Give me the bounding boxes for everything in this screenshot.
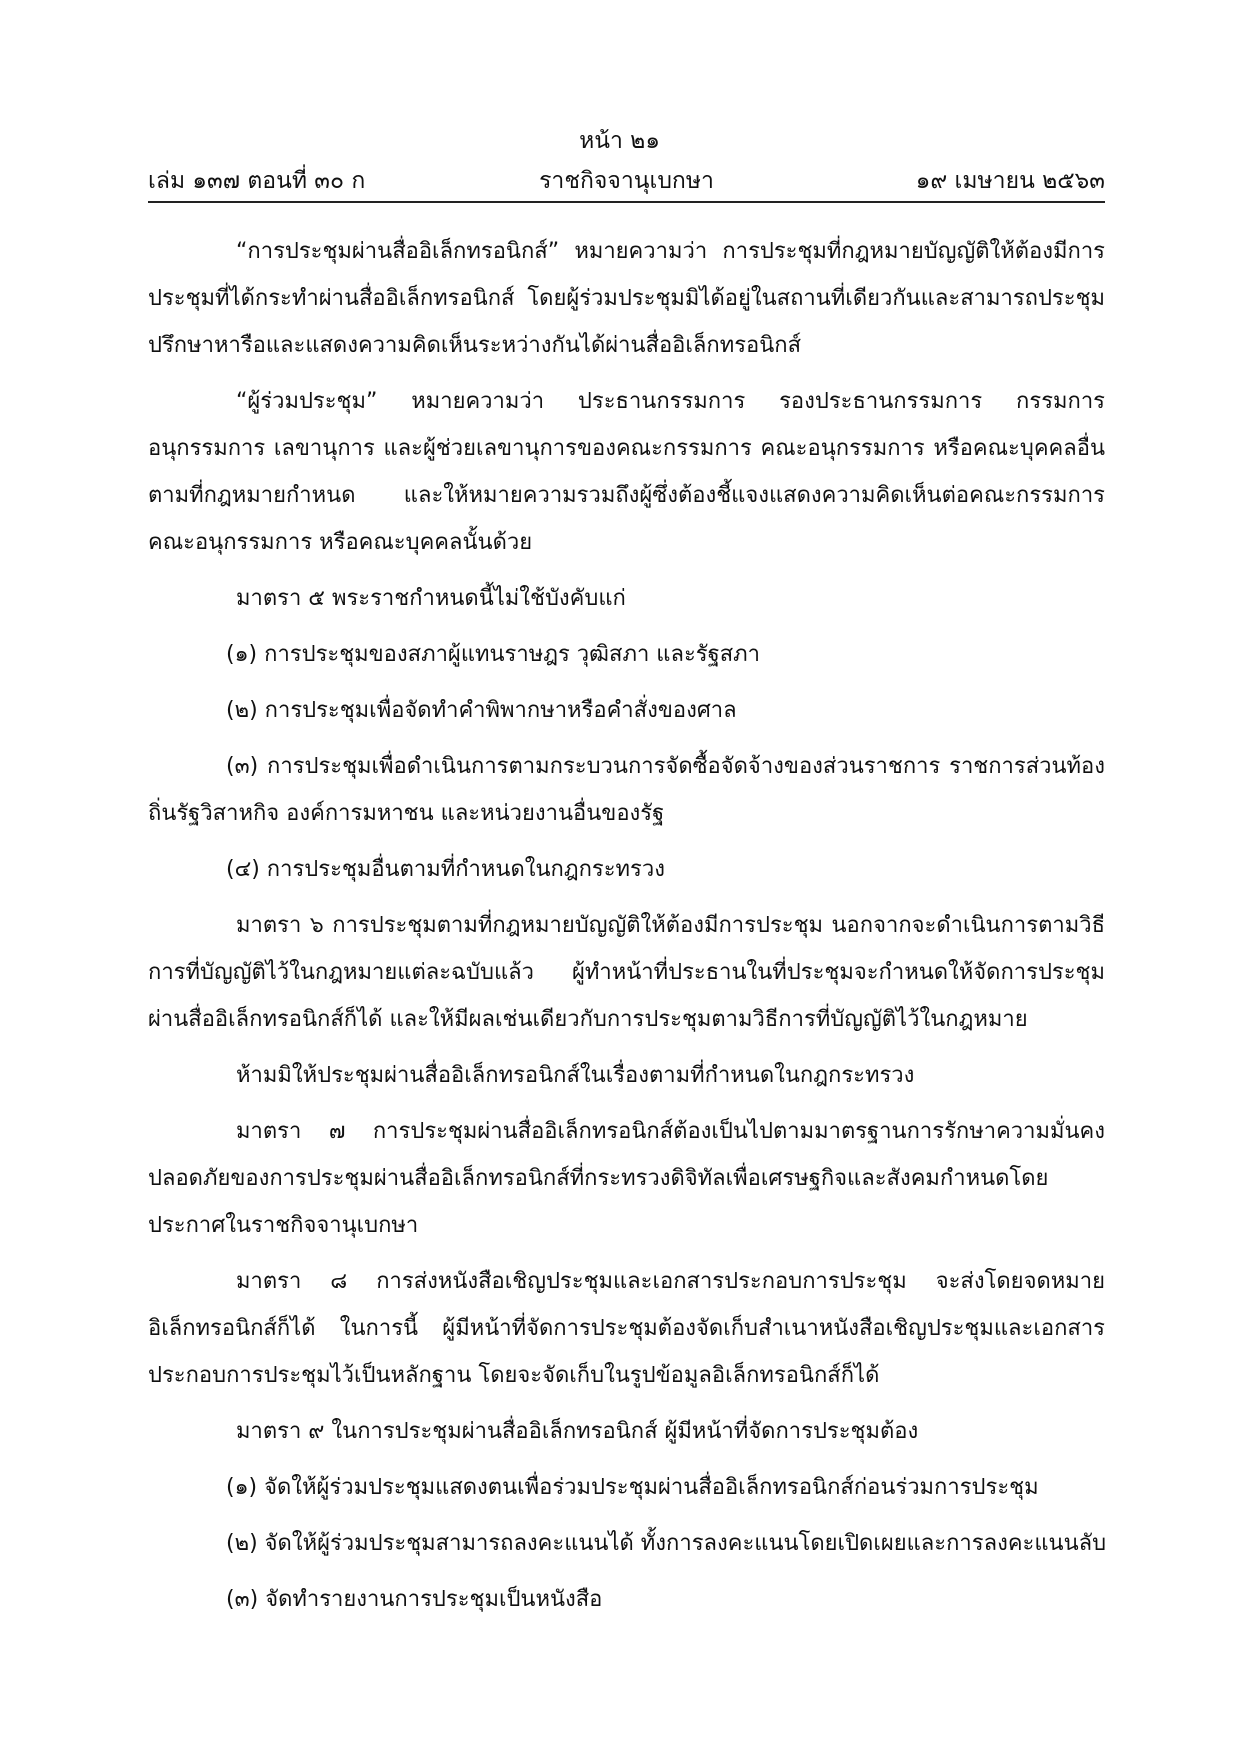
definition-meeting-participant: “ผู้ร่วมประชุม” หมายความว่า ประธานกรรมการ รองประธานกรรมการ กรรมการอนุกรรมการ เลขานุการ และผู้ช่วยเลขานุการของคณะกรรมการ คณะอนุกรรมการ หรือคณะบุคคลอื่นตามที่กฎหมายกำหนด และให้หมายความรวมถึงผู้ซึ่งต้องชี้แจงแสดงความคิดเห็นต่อคณะกรรมการคณะอนุกรรมการ หรือคณะบุคคลนั้นด้วย bbox=[148, 389, 1105, 555]
section-9-item-1: (๑) จัดให้ผู้ร่วมประชุมแสดงตนเพื่อร่วมประชุมผ่านสื่ออิเล็กทรอนิกส์ก่อนร่วมการประชุม bbox=[226, 1475, 1039, 1500]
section-9-heading: มาตรา ๙ ในการประชุมผ่านสื่ออิเล็กทรอนิกส์ ผู้มีหน้าที่จัดการประชุมต้อง bbox=[236, 1419, 919, 1444]
section-5-item-3: (๓) การประชุมเพื่อดำเนินการตามกระบวนการจัดซื้อจัดจ้างของส่วนราชการ ราชการส่วนท้องถิ่นรัฐวิสาหกิจ องค์การมหาชน และหน่วยงานอื่นของรัฐ bbox=[148, 754, 1105, 826]
page-number: หน้า ๒๑ bbox=[579, 128, 660, 154]
section-9-item-3: (๓) จัดทำรายงานการประชุมเป็นหนังสือ bbox=[226, 1587, 603, 1612]
section-6: มาตรา ๖ การประชุมตามที่กฎหมายบัญญัติให้ต้องมีการประชุม นอกจากจะดำเนินการตามวิธีการที่บัญญัติไว้ในกฎหมายแต่ละฉบับแล้ว ผู้ทำหน้าที่ประธานในที่ประชุมจะกำหนดให้จัดการประชุมผ่านสื่ออิเล็กทรอนิกส์ก็ได้ และให้มีผลเช่นเดียวกับการประชุมตามวิธีการที่บัญญัติไว้ในกฎหมาย bbox=[148, 913, 1105, 1032]
document-body bbox=[148, 228, 1105, 1632]
volume-issue: เล่ม ๑๓๗ ตอนที่ ๓๐ ก bbox=[148, 168, 366, 194]
header-divider bbox=[148, 201, 1105, 203]
publication-date: ๑๙ เมษายน ๒๕๖๓ bbox=[915, 168, 1105, 194]
section-5-heading: มาตรา ๕ พระราชกำหนดนี้ไม่ใช้บังคับแก่ bbox=[236, 586, 626, 611]
section-8: มาตรา ๘ การส่งหนังสือเชิญประชุมและเอกสารประกอบการประชุม จะส่งโดยจดหมายอิเล็กทรอนิกส์ก็ได้ ในการนี้ ผู้มีหน้าที่จัดการประชุมต้องจัดเก็บสำเนาหนังสือเชิญประชุมและเอกสารประกอบการประชุมไว้เป็นหลักฐาน โดยจะจัดเก็บในรูปข้อมูลอิเล็กทรอนิกส์ก็ได้ bbox=[148, 1269, 1105, 1388]
section-9-item-2: (๒) จัดให้ผู้ร่วมประชุมสามารถลงคะแนนได้ ทั้งการลงคะแนนโดยเปิดเผยและการลงคะแนนลับ bbox=[226, 1531, 1107, 1556]
section-6-prohibition: ห้ามมิให้ประชุมผ่านสื่ออิเล็กทรอนิกส์ในเรื่องตามที่กำหนดในกฎกระทรวง bbox=[236, 1063, 915, 1088]
section-5-item-2: (๒) การประชุมเพื่อจัดทำคำพิพากษาหรือคำสั่งของศาล bbox=[226, 698, 737, 723]
running-header bbox=[148, 164, 1105, 198]
section-5-item-1: (๑) การประชุมของสภาผู้แทนราษฎร วุฒิสภา และรัฐสภา bbox=[226, 642, 761, 667]
section-5-item-4: (๔) การประชุมอื่นตามที่กำหนดในกฎกระทรวง bbox=[226, 857, 665, 882]
section-7: มาตรา ๗ การประชุมผ่านสื่ออิเล็กทรอนิกส์ต้องเป็นไปตามมาตรฐานการรักษาความมั่นคงปลอดภัยของการประชุมผ่านสื่ออิเล็กทรอนิกส์ที่กระทรวงดิจิทัลเพื่อเศรษฐกิจและสังคมกำหนดโดยประกาศในราชกิจจานุเบกษา bbox=[148, 1119, 1105, 1238]
definition-electronic-meeting: “การประชุมผ่านสื่ออิเล็กทรอนิกส์” หมายความว่า การประชุมที่กฎหมายบัญญัติให้ต้องมีการประชุมที่ได้กระทำผ่านสื่ออิเล็กทรอนิกส์ โดยผู้ร่วมประชุมมิได้อยู่ในสถานที่เดียวกันและสามารถประชุมปรึกษาหารือและแสดงความคิดเห็นระหว่างกันได้ผ่านสื่ออิเล็กทรอนิกส์ bbox=[148, 239, 1105, 358]
publication-title: ราชกิจจานุเบกษา bbox=[539, 168, 714, 194]
